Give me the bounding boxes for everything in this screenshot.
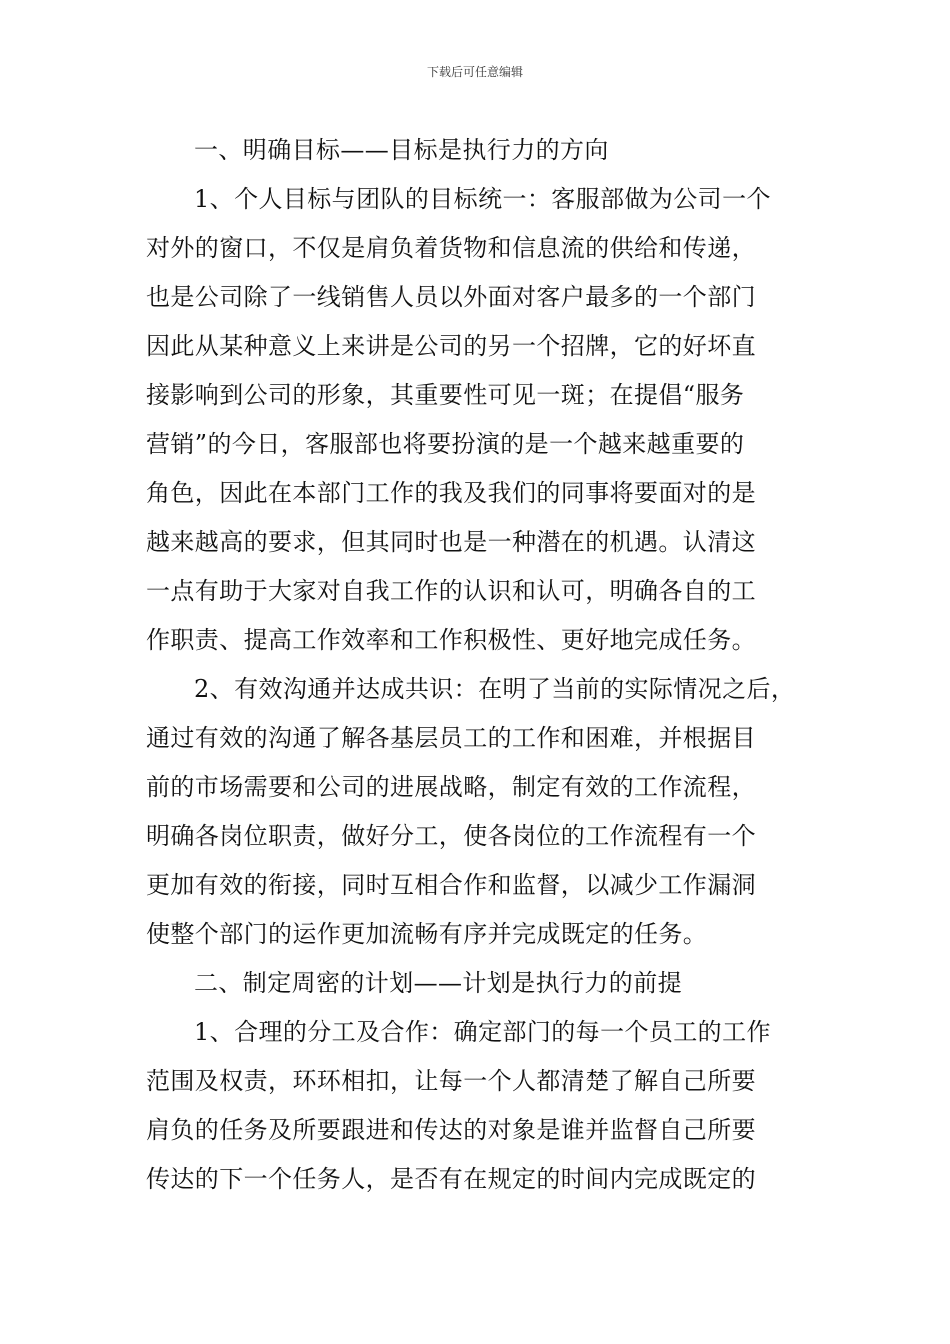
paragraph-line: 角色，因此在本部门工作的我及我们的同事将要面对的是: [146, 479, 756, 507]
paragraph-line: 使整个部门的运作更加流畅有序并完成既定的任务。: [146, 920, 708, 948]
paragraph-line: 范围及权责，环环相扣，让每一个人都清楚了解自己所要: [146, 1067, 756, 1095]
paragraph-line: 因此从某种意义上来讲是公司的另一个招牌，它的好坏直: [146, 332, 756, 360]
section-heading: 一、明确目标——目标是执行力的方向: [194, 136, 609, 164]
paragraph-line: 更加有效的衔接，同时互相合作和监督，以减少工作漏洞: [146, 871, 756, 899]
paragraph-line: 1、个人目标与团队的目标统一：客服部做为公司一个: [194, 185, 771, 213]
paragraph-line: 一点有助于大家对自我工作的认识和认可，明确各自的工: [146, 577, 756, 605]
paragraph-line: 越来越高的要求，但其同时也是一种潜在的机遇。认清这: [146, 528, 756, 556]
paragraph-line: 2、有效沟通并达成共识：在明了当前的实际情况之后，: [194, 675, 796, 703]
paragraph-line: 作职责、提高工作效率和工作积极性、更好地完成任务。: [146, 626, 756, 654]
paragraph-line: 前的市场需要和公司的进展战略，制定有效的工作流程，: [146, 773, 756, 801]
page-header: 下载后可任意编辑: [426, 65, 523, 79]
paragraph-line: 对外的窗口，不仅是肩负着货物和信息流的供给和传递，: [146, 234, 756, 262]
document-body: [146, 126, 826, 1204]
paragraph-line: 接影响到公司的形象，其重要性可见一斑；在提倡“服务: [146, 381, 745, 409]
section-heading: 二、制定周密的计划——计划是执行力的前提: [194, 969, 682, 997]
paragraph-line: 明确各岗位职责，做好分工，使各岗位的工作流程有一个: [146, 822, 756, 850]
paragraph-line: 也是公司除了一线销售人员以外面对客户最多的一个部门: [146, 283, 756, 311]
paragraph-line: 1、合理的分工及合作：确定部门的每一个员工的工作: [194, 1018, 771, 1046]
paragraph-line: 营销”的今日，客服部也将要扮演的是一个越来越重要的: [146, 430, 745, 458]
paragraph-line: 通过有效的沟通了解各基层员工的工作和困难，并根据目: [146, 724, 756, 752]
paragraph-line: 肩负的任务及所要跟进和传达的对象是谁并监督自己所要: [146, 1116, 756, 1144]
paragraph-line: 传达的下一个任务人，是否有在规定的时间内完成既定的: [146, 1165, 756, 1193]
